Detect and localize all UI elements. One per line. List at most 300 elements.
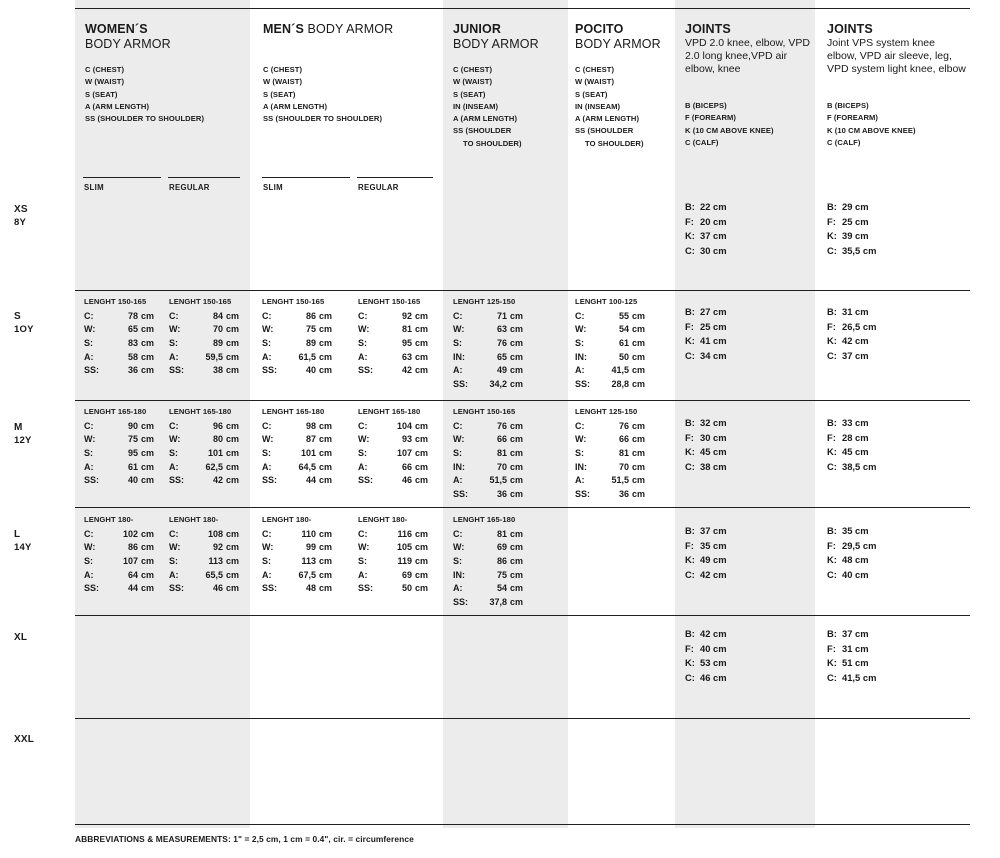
measure-key: A:: [169, 461, 179, 472]
measure-unit: cm: [632, 378, 646, 389]
measure-unit: cm: [226, 542, 240, 553]
measure-value: 30 cm: [700, 431, 727, 443]
measure-key: F:: [827, 431, 836, 443]
fit-divider-women-slim: [83, 177, 161, 178]
measure-key: B:: [685, 417, 695, 428]
measure-row: [262, 541, 332, 555]
measure-unit: cm: [319, 475, 333, 486]
cell-joints-vpd-m: [685, 416, 727, 474]
cell-women-regular-s: [169, 296, 239, 378]
row-divider-bottom: [75, 824, 970, 825]
measure-key: SS:: [84, 583, 100, 594]
measure-value: 86: [305, 310, 316, 321]
measure-key: S:: [169, 337, 178, 348]
measure-row: [575, 310, 645, 324]
measure-unit: cm: [226, 555, 240, 566]
measure-row: [827, 656, 876, 671]
measure-row: [358, 310, 428, 324]
measure-unit: cm: [415, 351, 429, 362]
measure-unit: cm: [632, 475, 646, 486]
measure-key: F:: [685, 539, 694, 551]
measure-value: 80: [212, 434, 223, 445]
measure-row: [685, 460, 727, 475]
cell-women-slim-s: [84, 296, 154, 378]
size-label-xs-age: 8Y: [14, 216, 27, 228]
measure-key: C:: [358, 310, 368, 321]
measure-key: S:: [358, 337, 367, 348]
measure-unit: cm: [141, 461, 155, 472]
header-joints-vps-sub: Joint VPS system knee elbow, VPD air sleeve, leg, VPD system light knee, elbow: [827, 37, 966, 76]
measure-unit: cm: [319, 542, 333, 553]
measure-row: [575, 488, 645, 502]
measure-value: 113: [208, 555, 223, 566]
cell-joints-vps-m: [827, 416, 876, 474]
measure-key: B:: [827, 417, 837, 428]
measure-row: [827, 671, 876, 686]
measure-unit: cm: [510, 555, 524, 566]
measure-key: K:: [685, 446, 695, 458]
measure-unit: cm: [141, 447, 155, 458]
fit-divider-women-regular: [168, 177, 240, 178]
measure-unit: cm: [141, 310, 155, 321]
measure-row: [169, 528, 239, 542]
measure-value: 70: [618, 461, 629, 472]
measure-row: [575, 433, 645, 447]
measure-value: 93: [401, 434, 412, 445]
legend-joints-vps: [827, 100, 967, 149]
header-junior-title: JUNIOR: [453, 22, 501, 36]
measure-value: 36: [496, 488, 507, 499]
measure-key: C:: [262, 310, 272, 321]
measure-key: A:: [453, 365, 463, 376]
measure-value: 95: [401, 337, 412, 348]
fit-divider-men-regular: [357, 177, 433, 178]
measure-key: F:: [685, 215, 694, 227]
header-women-title: WOMEN´S: [85, 22, 148, 36]
measure-value: 66: [618, 434, 629, 445]
measure-key: F:: [685, 642, 694, 654]
header-pocito-subtitle: BODY ARMOR: [575, 37, 661, 52]
size-label-xxl-name: XXL: [14, 734, 35, 745]
measure-key: SS:: [262, 475, 278, 486]
measure-unit: cm: [319, 337, 333, 348]
measure-row: [358, 528, 428, 542]
measure-unit: cm: [319, 420, 333, 431]
fit-divider-men-slim: [262, 177, 350, 178]
measure-unit: cm: [632, 488, 646, 499]
length-range: LENGHT 165-180: [262, 407, 325, 416]
measure-value: 22 cm: [700, 201, 727, 212]
measure-unit: cm: [510, 569, 524, 580]
measure-row: [84, 541, 154, 555]
measure-value: 38 cm: [700, 460, 727, 472]
measure-key: C:: [685, 568, 695, 580]
cell-men-slim-s: [262, 296, 332, 378]
legend-women: [85, 64, 255, 125]
size-label-m-name: M: [14, 422, 23, 433]
measure-key: C:: [453, 310, 463, 321]
size-label-xxl: [14, 733, 74, 747]
measure-row: [358, 323, 428, 337]
measure-row: [169, 310, 239, 324]
measure-value: 69: [496, 542, 507, 553]
fit-label-women-regular: REGULAR: [169, 183, 210, 192]
length-range: LENGHT 180-: [262, 515, 312, 524]
measure-key: S:: [453, 555, 462, 566]
measure-value: 70: [212, 324, 223, 335]
measure-unit: cm: [510, 351, 524, 362]
measure-key: W:: [453, 542, 465, 553]
measure-value: 33 cm: [842, 417, 869, 428]
measure-value: 86: [127, 542, 138, 553]
measure-row: [262, 337, 332, 351]
measure-key: W:: [262, 434, 274, 445]
measure-value: 45 cm: [842, 446, 869, 458]
cell-women-slim-m: [84, 406, 154, 488]
size-label-s-age: 1OY: [14, 323, 34, 335]
measure-unit: cm: [141, 434, 155, 445]
measure-row: [685, 656, 727, 671]
size-label-xs-name: XS: [14, 204, 28, 215]
cell-women-regular-m: [169, 406, 239, 488]
measure-value: 45 cm: [700, 446, 727, 458]
measure-value: 75: [127, 434, 138, 445]
measure-unit: cm: [510, 434, 524, 445]
cell-junior-l: [453, 514, 523, 610]
measure-row: [453, 541, 523, 555]
measure-row: [453, 596, 523, 610]
measure-row: [84, 364, 154, 378]
measure-key: C:: [827, 349, 837, 361]
legend-men-4: SS (SHOULDER TO SHOULDER): [263, 114, 383, 124]
measure-key: A:: [262, 569, 272, 580]
measure-value: 44: [127, 583, 138, 594]
measure-unit: cm: [510, 488, 524, 499]
size-label-s-name: S: [14, 311, 21, 322]
measure-row: [685, 229, 727, 244]
measure-value: 70: [496, 461, 507, 472]
measure-unit: cm: [510, 337, 524, 348]
measure-row: [84, 461, 154, 475]
measure-key: SS:: [358, 475, 374, 486]
measure-value: 107: [122, 555, 138, 566]
fit-label-women-slim: SLIM: [84, 183, 104, 192]
measure-row: [262, 420, 332, 434]
measure-key: K:: [685, 554, 695, 566]
measure-key: C:: [84, 310, 94, 321]
measure-key: S:: [358, 447, 367, 458]
measure-key: C:: [685, 671, 695, 683]
measure-value: 66: [496, 434, 507, 445]
legend-pocito-0: C (CHEST): [575, 65, 615, 74]
measure-key: A:: [575, 475, 585, 486]
measure-unit: cm: [226, 583, 240, 594]
measure-key: A:: [84, 461, 94, 472]
measure-value: 92: [401, 310, 412, 321]
measure-value: 107: [396, 447, 412, 458]
measure-key: SS:: [453, 596, 469, 607]
size-label-l-name: L: [14, 529, 21, 540]
measure-value: 35,5 cm: [842, 244, 877, 256]
legend-pocito-6: TO SHOULDER): [585, 138, 644, 148]
measure-row: [358, 474, 428, 488]
measure-row: [453, 569, 523, 583]
cell-pocito-m: [575, 406, 645, 502]
measure-key: K:: [685, 335, 695, 347]
measure-key: F:: [827, 539, 836, 551]
measure-unit: cm: [510, 596, 524, 607]
measure-unit: cm: [415, 555, 429, 566]
cell-joints-vps-xs: [827, 200, 876, 258]
measure-row: [358, 364, 428, 378]
header-men-title: MEN´S: [263, 22, 304, 36]
measure-value: 63: [401, 351, 412, 362]
measure-key: W:: [169, 542, 181, 553]
legend-pocito-2: S (SEAT): [575, 89, 608, 99]
measure-row: [169, 351, 239, 365]
measure-value: 76: [496, 337, 507, 348]
measure-key: IN:: [575, 351, 587, 362]
measure-value: 108: [207, 528, 223, 539]
measure-value: 61: [127, 461, 138, 472]
measure-value: 41,5: [611, 365, 629, 376]
measure-value: 29,5 cm: [842, 539, 877, 551]
cell-joints-vps-xl: [827, 627, 876, 685]
measure-row: [575, 420, 645, 434]
measure-unit: cm: [415, 583, 429, 594]
measure-value: 50: [618, 351, 629, 362]
measure-unit: cm: [632, 365, 646, 376]
measure-value: 34,2: [489, 378, 507, 389]
legend-women-4: SS (SHOULDER TO SHOULDER): [85, 114, 205, 124]
measure-value: 42: [212, 475, 223, 486]
measure-row: [827, 524, 876, 539]
measure-row: [453, 323, 523, 337]
measure-key: C:: [358, 420, 368, 431]
measure-key: A:: [358, 461, 368, 472]
measure-row: [827, 431, 876, 446]
measure-row: [575, 461, 645, 475]
legend-joints-vpd-0: B (BICEPS): [685, 101, 727, 110]
measure-unit: cm: [415, 420, 429, 431]
length-range: LENGHT 150-165: [358, 297, 421, 306]
measure-unit: cm: [319, 324, 333, 335]
measure-value: 105: [396, 542, 412, 553]
cell-men-regular-m: [358, 406, 428, 488]
measure-row: [169, 541, 239, 555]
measure-value: 69: [401, 569, 412, 580]
measure-row: [84, 420, 154, 434]
header-junior: [453, 22, 563, 53]
measure-row: [685, 642, 727, 657]
measure-key: K:: [685, 657, 695, 669]
measure-unit: cm: [319, 351, 333, 362]
measure-value: 98: [305, 420, 316, 431]
measure-row: [84, 310, 154, 324]
measure-value: 104: [396, 420, 412, 431]
measure-key: S:: [169, 555, 178, 566]
measure-value: 42: [401, 365, 412, 376]
legend-joints-vps-3: C (CALF): [827, 137, 861, 147]
measure-value: 116: [397, 528, 412, 539]
measure-value: 89: [212, 337, 223, 348]
measure-row: [453, 420, 523, 434]
measure-key: SS:: [169, 583, 185, 594]
measure-value: 25 cm: [700, 320, 727, 332]
measure-row: [169, 569, 239, 583]
measure-key: W:: [84, 324, 96, 335]
measure-value: 29 cm: [842, 201, 869, 212]
legend-women-2: S (SEAT): [85, 89, 118, 99]
measure-row: [685, 627, 727, 642]
measure-unit: cm: [632, 324, 646, 335]
measure-row: [169, 433, 239, 447]
measure-unit: cm: [415, 461, 429, 472]
measure-value: 32 cm: [700, 417, 727, 428]
measure-value: 28,8: [611, 378, 629, 389]
measure-key: S:: [169, 447, 178, 458]
measure-value: 61,5: [298, 351, 316, 362]
legend-men-2: S (SEAT): [263, 89, 296, 99]
measure-unit: cm: [632, 337, 646, 348]
legend-pocito-5: SS (SHOULDER: [575, 126, 634, 136]
measure-value: 78: [127, 310, 138, 321]
measure-row: [575, 323, 645, 337]
measure-row: [84, 582, 154, 596]
measure-unit: cm: [141, 528, 155, 539]
measure-key: S:: [575, 447, 584, 458]
measure-key: W:: [169, 324, 181, 335]
measure-value: 49 cm: [700, 554, 727, 566]
measure-row: [169, 582, 239, 596]
measure-value: 46: [212, 583, 223, 594]
measure-value: 40 cm: [842, 568, 869, 580]
measure-key: SS:: [453, 378, 469, 389]
measure-key: SS:: [358, 583, 374, 594]
measure-key: W:: [575, 324, 587, 335]
length-range: LENGHT 125-150: [453, 297, 516, 306]
measure-key: K:: [685, 230, 695, 242]
measure-row: [84, 474, 154, 488]
measure-key: A:: [575, 365, 585, 376]
legend-women-3: A (ARM LENGTH): [85, 101, 150, 111]
measure-unit: cm: [319, 434, 333, 445]
measure-value: 55: [618, 310, 629, 321]
measure-value: 67,5: [298, 569, 316, 580]
measure-key: SS:: [262, 365, 278, 376]
legend-men-1: W (WAIST): [263, 77, 303, 87]
measure-value: 39 cm: [842, 230, 869, 242]
measure-row: [575, 474, 645, 488]
measure-key: K:: [827, 446, 837, 458]
measure-key: W:: [575, 434, 587, 445]
measure-value: 54: [496, 583, 507, 594]
measure-unit: cm: [226, 420, 240, 431]
legend-men-3: A (ARM LENGTH): [263, 101, 328, 111]
measure-value: 38: [212, 365, 223, 376]
measure-value: 65: [127, 324, 138, 335]
measure-row: [453, 364, 523, 378]
measure-unit: cm: [415, 528, 429, 539]
measure-unit: cm: [510, 542, 524, 553]
measure-key: C:: [169, 310, 179, 321]
row-divider-top: [75, 8, 970, 9]
measure-key: F:: [685, 320, 694, 332]
measure-row: [262, 569, 332, 583]
measure-unit: cm: [319, 310, 333, 321]
cell-men-slim-m: [262, 406, 332, 488]
cell-women-slim-l: [84, 514, 154, 596]
measure-key: A:: [169, 569, 179, 580]
length-range: LENGHT 125-150: [575, 407, 638, 416]
measure-unit: cm: [141, 324, 155, 335]
measure-key: SS:: [358, 365, 374, 376]
measure-key: SS:: [575, 378, 591, 389]
measure-value: 83: [127, 337, 138, 348]
row-divider-m: [75, 507, 970, 508]
measure-row: [358, 555, 428, 569]
measure-value: 110: [301, 528, 316, 539]
measure-unit: cm: [319, 365, 333, 376]
measure-row: [827, 305, 876, 320]
measure-unit: cm: [226, 528, 240, 539]
legend-junior: [453, 64, 563, 150]
measure-row: [453, 474, 523, 488]
row-divider-s: [75, 400, 970, 401]
measure-key: K:: [827, 657, 837, 669]
measure-value: 34 cm: [700, 349, 727, 361]
measure-row: [827, 215, 876, 230]
fit-label-men-slim: SLIM: [263, 183, 283, 192]
measure-row: [827, 200, 876, 215]
measure-row: [169, 555, 239, 569]
measure-key: K:: [827, 335, 837, 347]
cell-joints-vpd-s: [685, 305, 727, 363]
measure-key: SS:: [169, 365, 185, 376]
legend-joints-vps-0: B (BICEPS): [827, 101, 869, 110]
measure-unit: cm: [141, 475, 155, 486]
measure-row: [169, 461, 239, 475]
measure-row: [685, 524, 727, 539]
measure-row: [453, 378, 523, 392]
row-divider-l: [75, 615, 970, 616]
measure-key: S:: [358, 555, 367, 566]
measure-key: F:: [827, 215, 836, 227]
measure-value: 65: [496, 351, 507, 362]
measure-key: C:: [84, 420, 94, 431]
measure-row: [453, 337, 523, 351]
measure-value: 42 cm: [700, 568, 727, 580]
measure-value: 101: [300, 447, 316, 458]
legend-junior-4: A (ARM LENGTH): [453, 114, 518, 124]
measure-row: [84, 569, 154, 583]
measure-row: [685, 539, 727, 554]
measure-unit: cm: [415, 542, 429, 553]
measure-row: [262, 447, 332, 461]
measure-value: 71: [496, 310, 507, 321]
measure-value: 46: [401, 475, 412, 486]
measure-unit: cm: [510, 461, 524, 472]
measure-row: [685, 349, 727, 364]
measure-value: 42 cm: [700, 628, 727, 639]
measure-key: C:: [685, 349, 695, 361]
measure-value: 101: [207, 447, 223, 458]
measure-unit: cm: [510, 528, 524, 539]
measure-key: B:: [685, 525, 695, 536]
measure-key: SS:: [262, 583, 278, 594]
measure-key: C:: [827, 244, 837, 256]
measure-value: 76: [618, 420, 629, 431]
